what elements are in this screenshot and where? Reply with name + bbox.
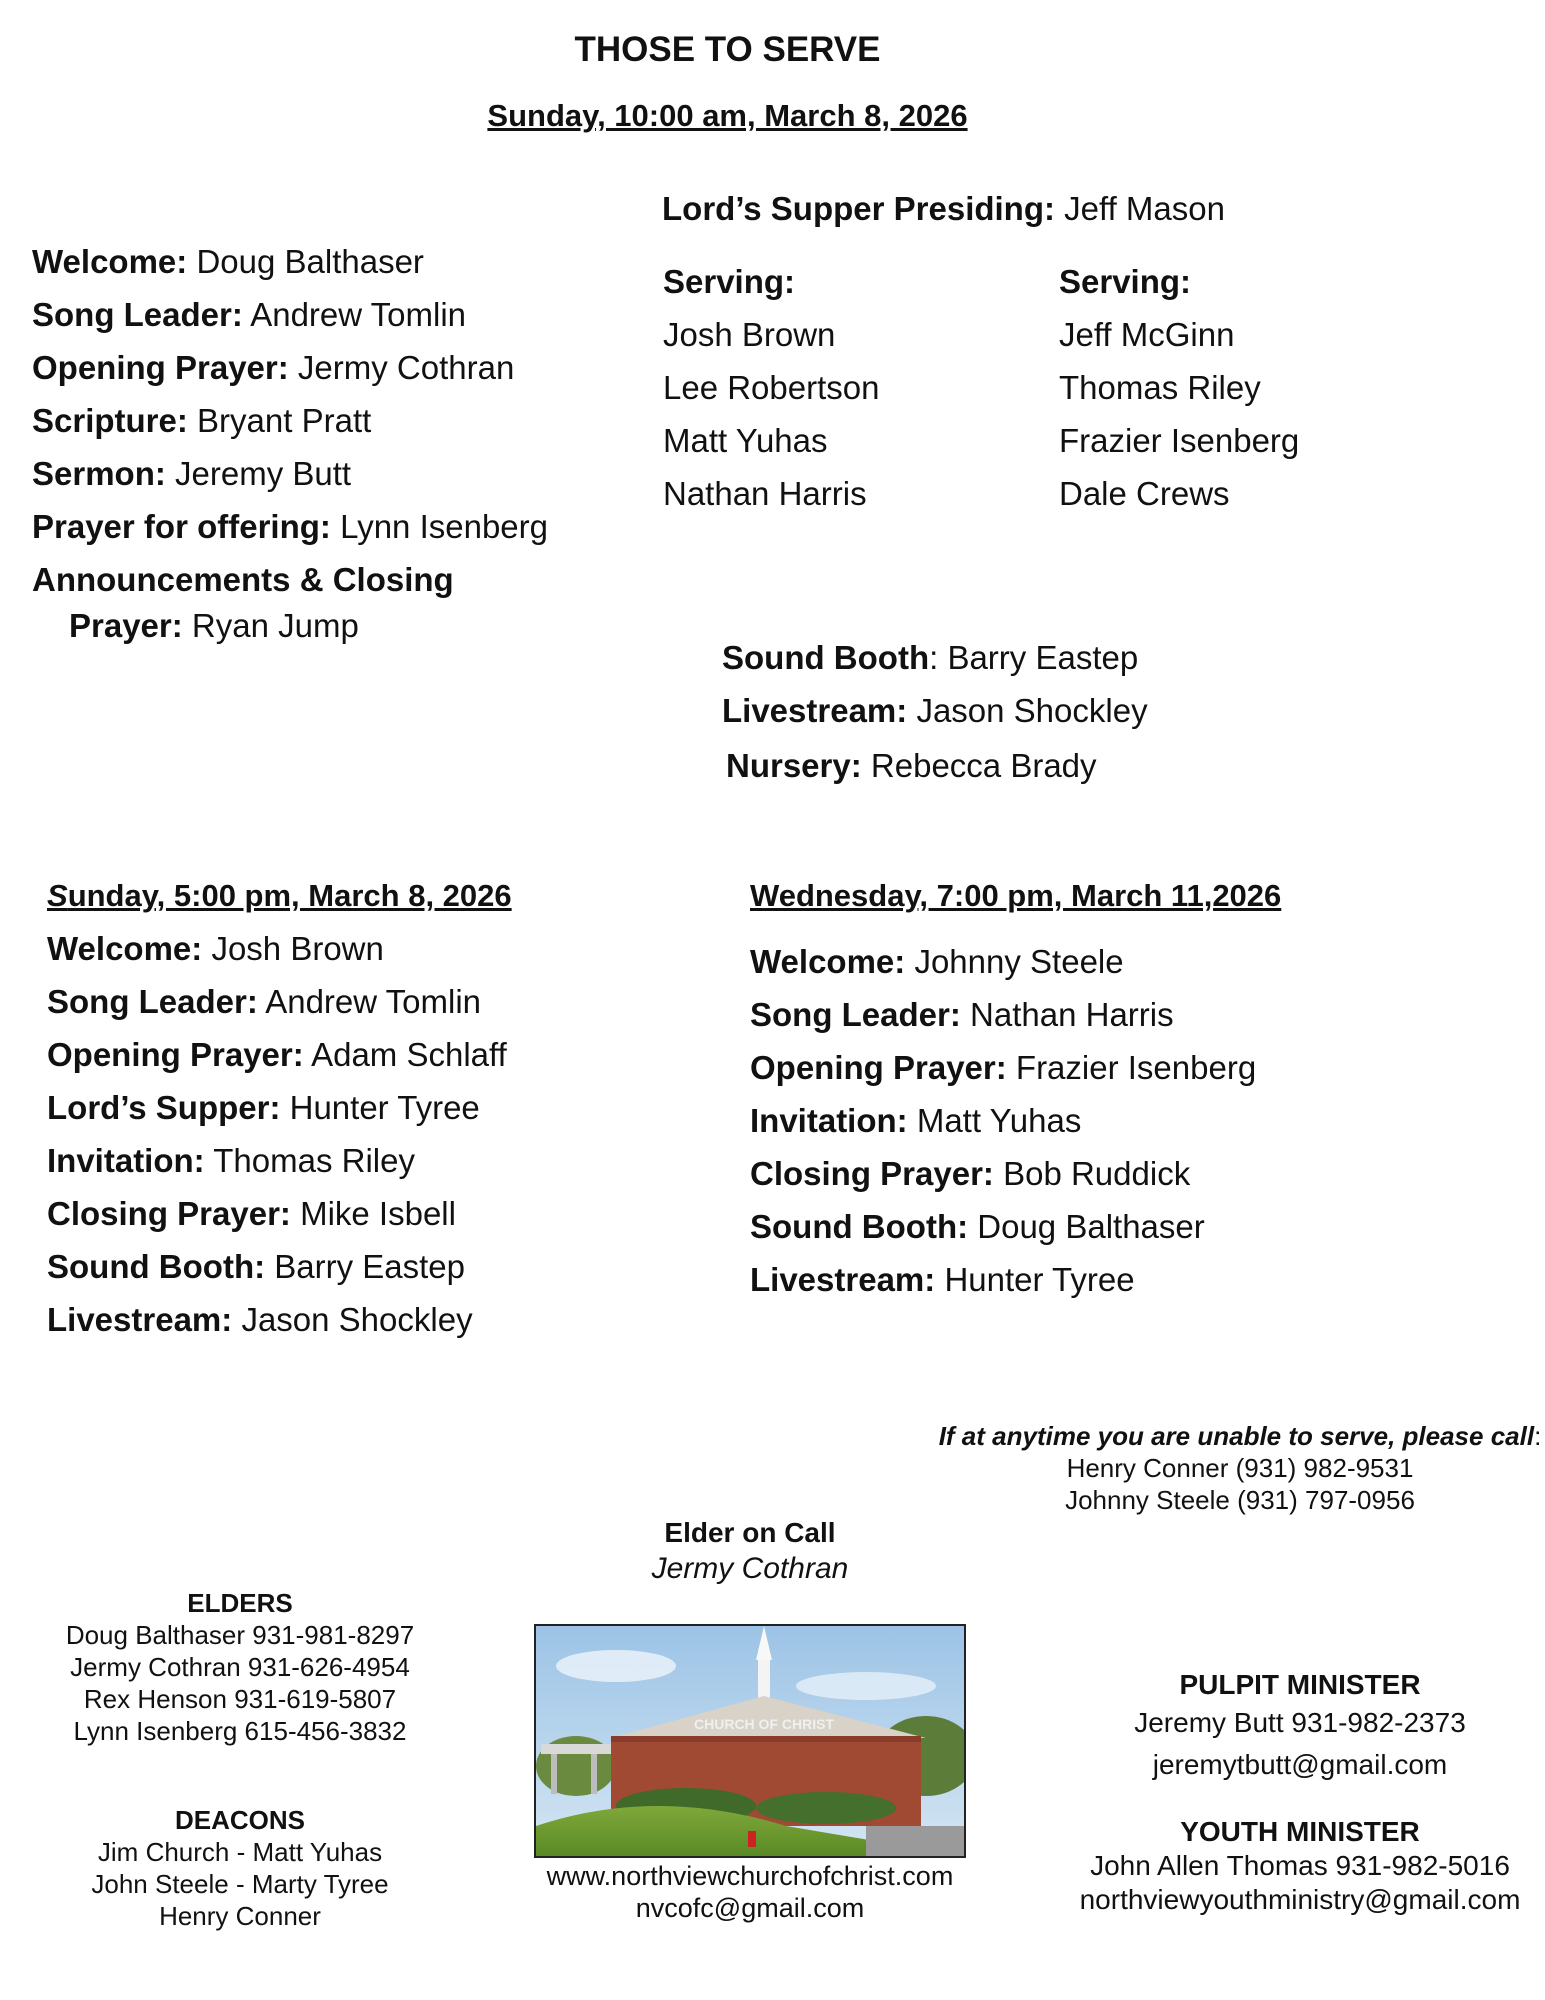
evening-heading: Sunday, 5:00 pm, March 8, 2026 [47, 878, 512, 913]
pulpit-minister [1050, 1668, 1545, 1786]
morning-role-opening-prayer: Opening Prayer: Jermy Cothran [32, 349, 515, 386]
deacons-block [40, 1804, 440, 1932]
youth-heading: YOUTH MINISTER [1180, 1816, 1420, 1847]
morning-role-song-leader: Song Leader: Andrew Tomlin [32, 296, 467, 333]
deacons-heading: DEACONS [174, 1805, 305, 1835]
morning-role-announcements: Announcements & Closing [32, 561, 454, 598]
evening-role-lords-supper: Lord’s Supper: Hunter Tyree [47, 1089, 480, 1126]
serving-list-left [663, 262, 879, 527]
email-link[interactable]: nvcofc@gmail.com [635, 1893, 865, 1923]
list-item: Frazier Isenberg [1059, 422, 1300, 459]
unable-note: If at anytime you are unable to serve, please call: [938, 1421, 1542, 1451]
wednesday-roles [750, 942, 1256, 1313]
elders-block [40, 1587, 440, 1747]
evening-role-welcome: Welcome: Josh Brown [47, 930, 384, 967]
elder-on-call [550, 1515, 950, 1587]
evening-role-sound-booth: Sound Booth: Barry Eastep [47, 1248, 466, 1285]
list-item: Henry Conner [159, 1901, 321, 1931]
wednesday-role-invitation: Invitation: Matt Yuhas [750, 1102, 1082, 1139]
church-photo [534, 1624, 966, 1858]
list-item: Jeff McGinn [1059, 316, 1235, 353]
list-item: Lee Robertson [663, 369, 880, 406]
morning-role-welcome: Welcome: Doug Balthaser [32, 243, 424, 280]
church-sign: CHURCH OF CHRIST [694, 1716, 834, 1732]
list-item: Nathan Harris [663, 475, 867, 512]
morning-livestream: Livestream: Jason Shockley [722, 692, 1148, 729]
wednesday-role-song-leader: Song Leader: Nathan Harris [750, 996, 1174, 1033]
morning-role-sermon: Sermon: Jeremy Butt [32, 455, 352, 492]
list-item: Matt Yuhas [663, 422, 828, 459]
evening-role-opening-prayer: Opening Prayer: Adam Schlaff [47, 1036, 507, 1073]
list-item: John Steele - Marty Tyree [91, 1869, 389, 1899]
website-link[interactable]: www.northviewchurchofchrist.com [546, 1861, 954, 1891]
list-item: Josh Brown [663, 316, 836, 353]
page-title: THOSE TO SERVE [574, 30, 881, 69]
evening-roles [47, 929, 507, 1353]
morning-role-offering-prayer: Prayer for offering: Lynn Isenberg [32, 508, 548, 545]
list-item: Lynn Isenberg 615-456-3832 [73, 1716, 407, 1746]
elder-on-call-label: Elder on Call [664, 1517, 836, 1548]
wednesday-role-closing-prayer: Closing Prayer: Bob Ruddick [750, 1155, 1191, 1192]
elder-on-call-name: Jermy Cothran [651, 1552, 849, 1585]
elders-heading: ELDERS [187, 1588, 293, 1618]
evening-role-song-leader: Song Leader: Andrew Tomlin [47, 983, 482, 1020]
list-item: Doug Balthaser 931-981-8297 [65, 1620, 415, 1650]
church-contact [500, 1860, 1000, 1924]
youth-phone: John Allen Thomas 931-982-5016 [1090, 1850, 1510, 1881]
evening-role-livestream: Livestream: Jason Shockley [47, 1301, 473, 1338]
list-item: Jermy Cothran 931-626-4954 [70, 1652, 410, 1682]
church-illustration [536, 1626, 964, 1856]
morning-nursery: Nursery: Rebecca Brady [726, 747, 1097, 784]
list-item: Thomas Riley [1059, 369, 1261, 406]
page-subtitle: Sunday, 10:00 am, March 8, 2026 [487, 98, 968, 133]
evening-role-closing-prayer: Closing Prayer: Mike Isbell [47, 1195, 456, 1232]
wednesday-heading: Wednesday, 7:00 pm, March 11,2026 [750, 878, 1282, 913]
serving-list-right [1059, 262, 1299, 527]
evening-role-invitation: Invitation: Thomas Riley [47, 1142, 415, 1179]
morning-roles [32, 242, 548, 646]
wednesday-role-livestream: Livestream: Hunter Tyree [750, 1261, 1135, 1298]
morning-sound-booth: Sound Booth: Barry Eastep [722, 639, 1139, 676]
list-item: Jim Church - Matt Yuhas [97, 1837, 383, 1867]
youth-minister [1050, 1815, 1545, 1917]
morning-role-scripture: Scripture: Bryant Pratt [32, 402, 372, 439]
contact-line: Johnny Steele (931) 797-0956 [1065, 1485, 1415, 1515]
unable-to-serve [910, 1420, 1545, 1516]
wednesday-role-sound-booth: Sound Booth: Doug Balthaser [750, 1208, 1205, 1245]
list-item: Rex Henson 931-619-5807 [83, 1684, 397, 1714]
wednesday-role-opening-prayer: Opening Prayer: Frazier Isenberg [750, 1049, 1257, 1086]
pulpit-email[interactable]: jeremytbutt@gmail.com [1152, 1749, 1448, 1780]
morning-role-closing-prayer: Prayer: Ryan Jump [69, 607, 359, 644]
youth-email[interactable]: northviewyouthministry@gmail.com [1079, 1884, 1521, 1915]
lords-supper-presiding: Lord’s Supper Presiding: Jeff Mason [662, 190, 1225, 227]
pulpit-heading: PULPIT MINISTER [1179, 1669, 1421, 1700]
list-item: Dale Crews [1059, 475, 1230, 512]
wednesday-role-welcome: Welcome: Johnny Steele [750, 943, 1124, 980]
contact-line: Henry Conner (931) 982-9531 [1066, 1453, 1414, 1483]
pulpit-phone: Jeremy Butt 931-982-2373 [1134, 1707, 1466, 1738]
serving-heading: Serving: [1059, 263, 1192, 300]
serving-heading: Serving: [663, 263, 796, 300]
